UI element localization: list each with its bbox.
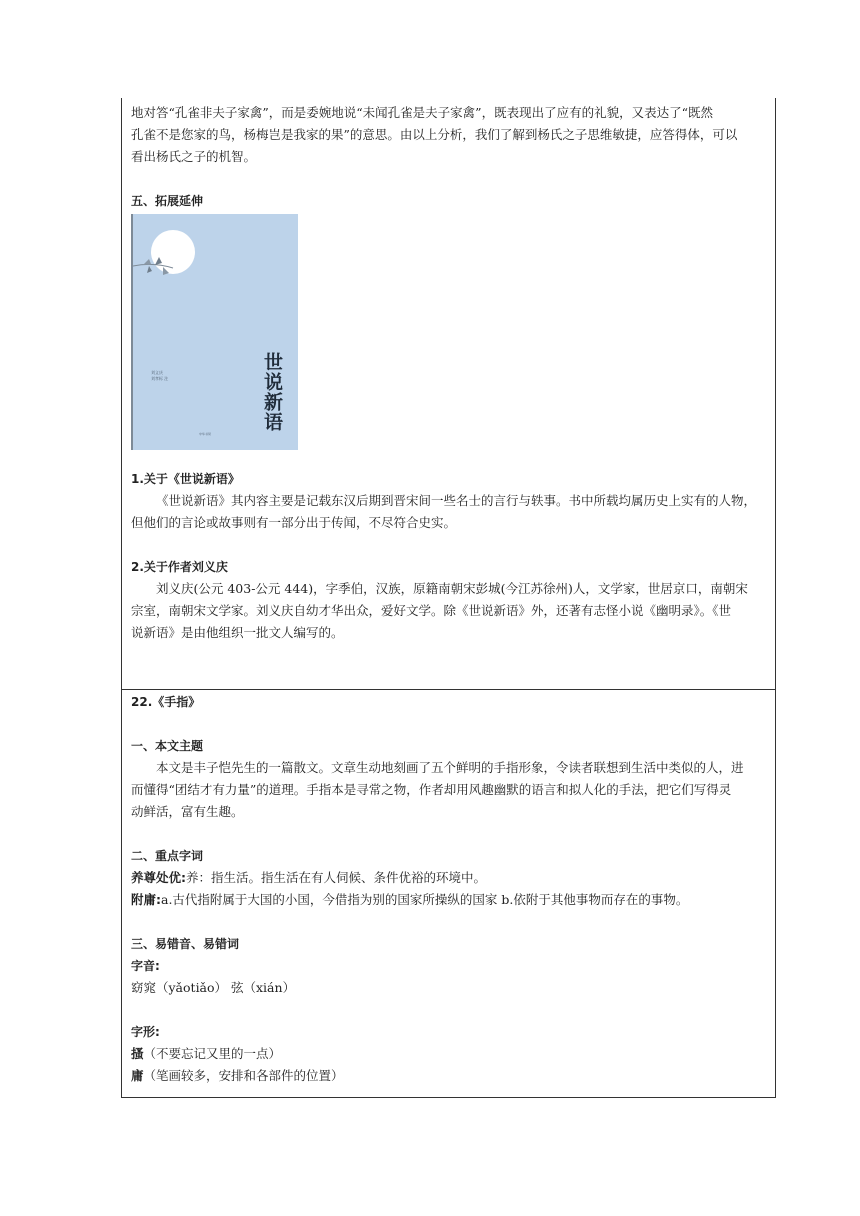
branch-illustration	[133, 252, 193, 282]
section-heading-theme: 一、本文主题	[131, 739, 204, 753]
paragraph-line: 《世说新语》其内容主要是记载东汉后期到晋宋间一些名士的言行与轶事。书中所载均属历史上实有的人物，	[156, 493, 757, 508]
book-cover-title: 世说新语	[261, 352, 283, 432]
book-cover-author: 刘义庆 刘孝标 注	[151, 370, 169, 381]
word-entry: 养尊处优:养：指生活。指生活在有人伺候、条件优裕的环境中。	[131, 870, 487, 885]
paragraph-line: 地对答“孔雀非夫子家禽”，而是委婉地说“未闻孔雀是夫子家禽”，既表现出了应有的礼貌，又表达了“既然	[131, 105, 713, 120]
shape-label: 字形:	[131, 1025, 160, 1039]
paragraph-line: 看出杨氏之子的机智。	[131, 149, 257, 164]
shape-entry: 庸（笔画较多，安排和各部件的位置）	[131, 1068, 344, 1083]
paragraph-line: 本文是丰子恺先生的一篇散文。文章生动地刻画了五个鲜明的手指形象，令读者联想到生活中类似的人，进	[156, 760, 744, 775]
subheading-about-book: 1.关于《世说新语》	[131, 472, 240, 486]
paragraph-line: 但他们的言论或故事则有一部分出于传闻，不尽符合史实。	[131, 515, 457, 530]
paragraph-line: 孔雀不是您家的鸟，杨梅岂是我家的果”的意思。由以上分析，我们了解到杨氏之子思维敏捷，应答得体，可以	[131, 127, 738, 142]
pronunciation-label: 字音:	[131, 959, 160, 973]
section-heading-errors: 三、易错音、易错词	[131, 937, 240, 951]
lesson-title: 22.《手指》	[131, 695, 201, 709]
book-cover-publisher: 中华书局	[199, 432, 212, 436]
section-heading-words: 二、重点字词	[131, 849, 204, 863]
paragraph-line: 宗室，南朝宋文学家。刘义庆自幼才华出众，爱好文学。除《世说新语》外，还著有志怪小说《幽明录》。《世	[131, 603, 732, 618]
table-cell-section-1	[121, 98, 776, 690]
subheading-about-author: 2.关于作者刘义庆	[131, 560, 228, 574]
table-cell-section-2	[121, 690, 776, 1098]
paragraph-line: 动鲜活，富有生趣。	[131, 804, 244, 819]
word-entry: 附庸:a.古代指附属于大国的小国，今借指为别的国家所操纵的国家 b.依附于其他事物而存在的事物。	[131, 892, 689, 907]
paragraph-line: 而懂得“团结才有力量”的道理。手指本是寻常之物，作者却用风趣幽默的语言和拟人化的手法，把它们写得灵	[131, 782, 732, 797]
paragraph-line: 刘义庆(公元 403-公元 444)，字季伯，汉族，原籍南朝宋彭城(今江苏徐州)人，文学家，世居京口，南朝宋	[156, 581, 748, 596]
book-cover-image	[131, 214, 298, 450]
shape-entry: 搔（不要忘记又里的一点）	[131, 1046, 282, 1061]
section-heading-extension: 五、拓展延伸	[131, 194, 204, 208]
paragraph-line: 说新语》是由他组织一批文人编写的。	[131, 625, 344, 640]
pronunciation-text: 窈窕（yǎotiǎo） 弦（xián）	[131, 980, 296, 995]
